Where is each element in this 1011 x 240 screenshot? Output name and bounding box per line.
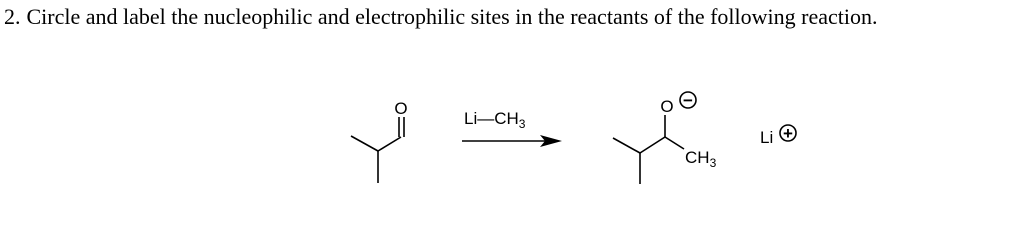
product-methyl-text: CH xyxy=(685,148,710,167)
counterion-positive-charge xyxy=(780,124,796,143)
reactant-bond-left-methyl xyxy=(351,136,378,151)
reaction-arrow xyxy=(462,135,562,147)
reactant-bond-to-carbonyl xyxy=(378,137,401,151)
reactant-oxygen-label: O xyxy=(394,99,408,118)
product-methyl-label xyxy=(685,148,717,170)
positive-charge-symbol: + xyxy=(783,124,793,143)
question-number: 2. xyxy=(4,4,21,29)
reagent-formula: Li—CH xyxy=(464,109,519,128)
product-methyl-subscript: 3 xyxy=(709,156,717,170)
product-bond-to-carbinol xyxy=(640,137,665,153)
product-negative-charge xyxy=(680,91,696,110)
reagent-subscript: 3 xyxy=(518,117,526,131)
question-prompt: Circle and label the nucleophilic and electrophilic sites in the reactants of the following reaction. xyxy=(26,4,878,29)
reagent-label xyxy=(464,109,526,131)
counterion-label: Li xyxy=(760,128,774,147)
negative-charge-symbol: − xyxy=(683,91,693,110)
product-oxygen-label: O xyxy=(660,97,674,116)
product-alkoxide xyxy=(613,115,684,184)
reactant-aldehyde xyxy=(351,117,404,183)
product-bond-c-ch3 xyxy=(665,137,684,149)
product-bond-left-methyl xyxy=(613,138,640,153)
